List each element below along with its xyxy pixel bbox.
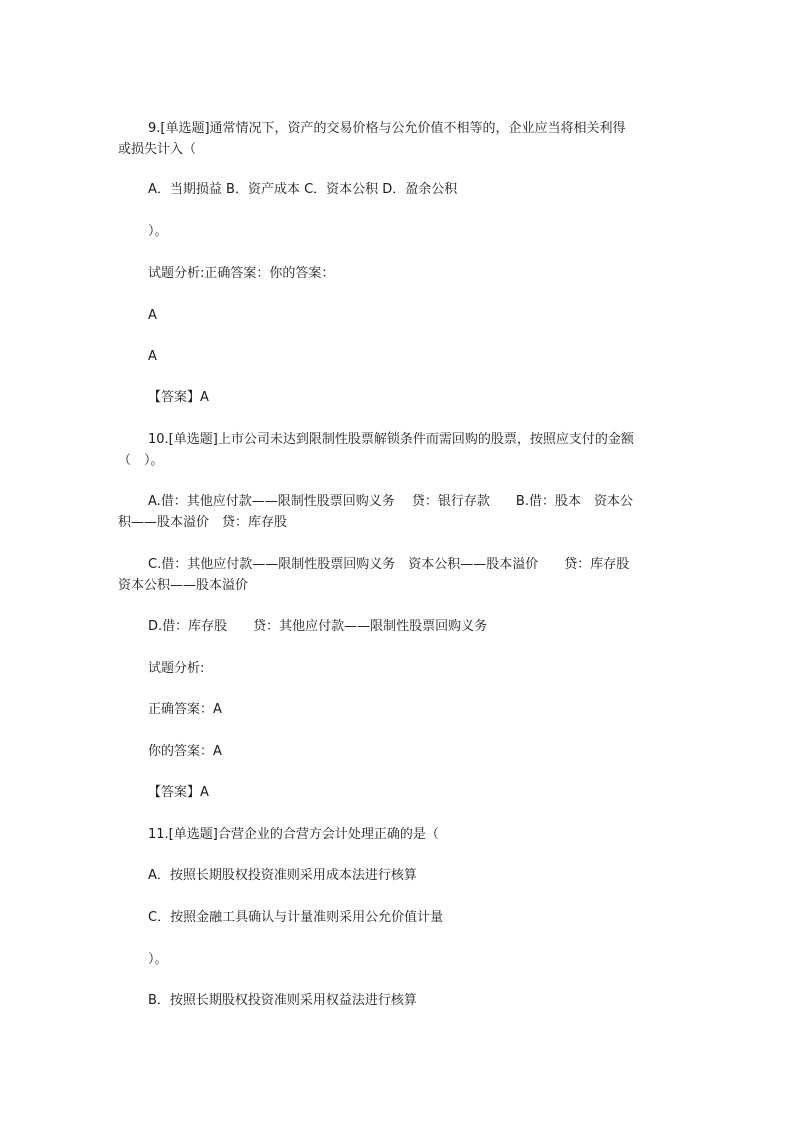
q9-answer-tag: 【答案】A — [148, 390, 209, 405]
q9-stem-line1: 9.[单选题]通常情况下，资产的交易价格与公允价值不相等的，企业应当将相关利得 — [148, 121, 626, 136]
q9-options: A．当期损益 B．资产成本 C．资本公积 D．盈余公积 — [148, 182, 458, 197]
q9-analysis-label: 试题分析:正确答案：你的答案： — [148, 266, 335, 281]
q10-correct-answer: 正确答案：A — [148, 702, 222, 717]
q11-option-b: B．按照长期股权投资准则采用权益法进行核算 — [148, 993, 417, 1008]
q10-stem-line1: 10.[单选题]上市公司未达到限制性股票解锁条件而需回购的股票，按照应支付的金额 — [148, 432, 634, 447]
q9-close: ）。 — [148, 224, 168, 239]
q9-correct-answer: A — [148, 308, 157, 323]
q10-your-answer: 你的答案：A — [148, 744, 222, 759]
q10-option-d: D.借：库存股 贷：其他应付款——限制性股票回购义务 — [148, 619, 488, 634]
q11-close: ）。 — [148, 952, 168, 967]
q9-stem-line2: 或损失计入（ — [118, 142, 197, 157]
q11-option-a: A．按照长期股权投资准则采用成本法进行核算 — [148, 868, 417, 883]
q11-option-c: C．按照金融工具确认与计量准则采用公允价值计量 — [148, 910, 444, 925]
q11-stem: 11.[单选题]合营企业的合营方会计处理正确的是（ — [148, 827, 439, 842]
q10-option-a-b-line1: A.借：其他应付款——限制性股票回购义务 贷：银行存款 B.借：股本 资本公 — [148, 494, 633, 509]
q10-option-c-line2: 资本公积——股本溢价 — [118, 578, 249, 593]
q10-option-c-line1: C.借：其他应付款——限制性股票回购义务 资本公积——股本溢价 贷：库存股 — [148, 557, 630, 572]
q10-option-a-b-line2: 积——股本溢价 贷：库存股 — [118, 515, 288, 530]
q10-answer-tag: 【答案】A — [148, 785, 209, 800]
q10-stem-line2: （ ）。 — [118, 453, 164, 468]
q9-your-answer: A — [148, 349, 157, 364]
q10-analysis-label: 试题分析: — [148, 661, 205, 676]
